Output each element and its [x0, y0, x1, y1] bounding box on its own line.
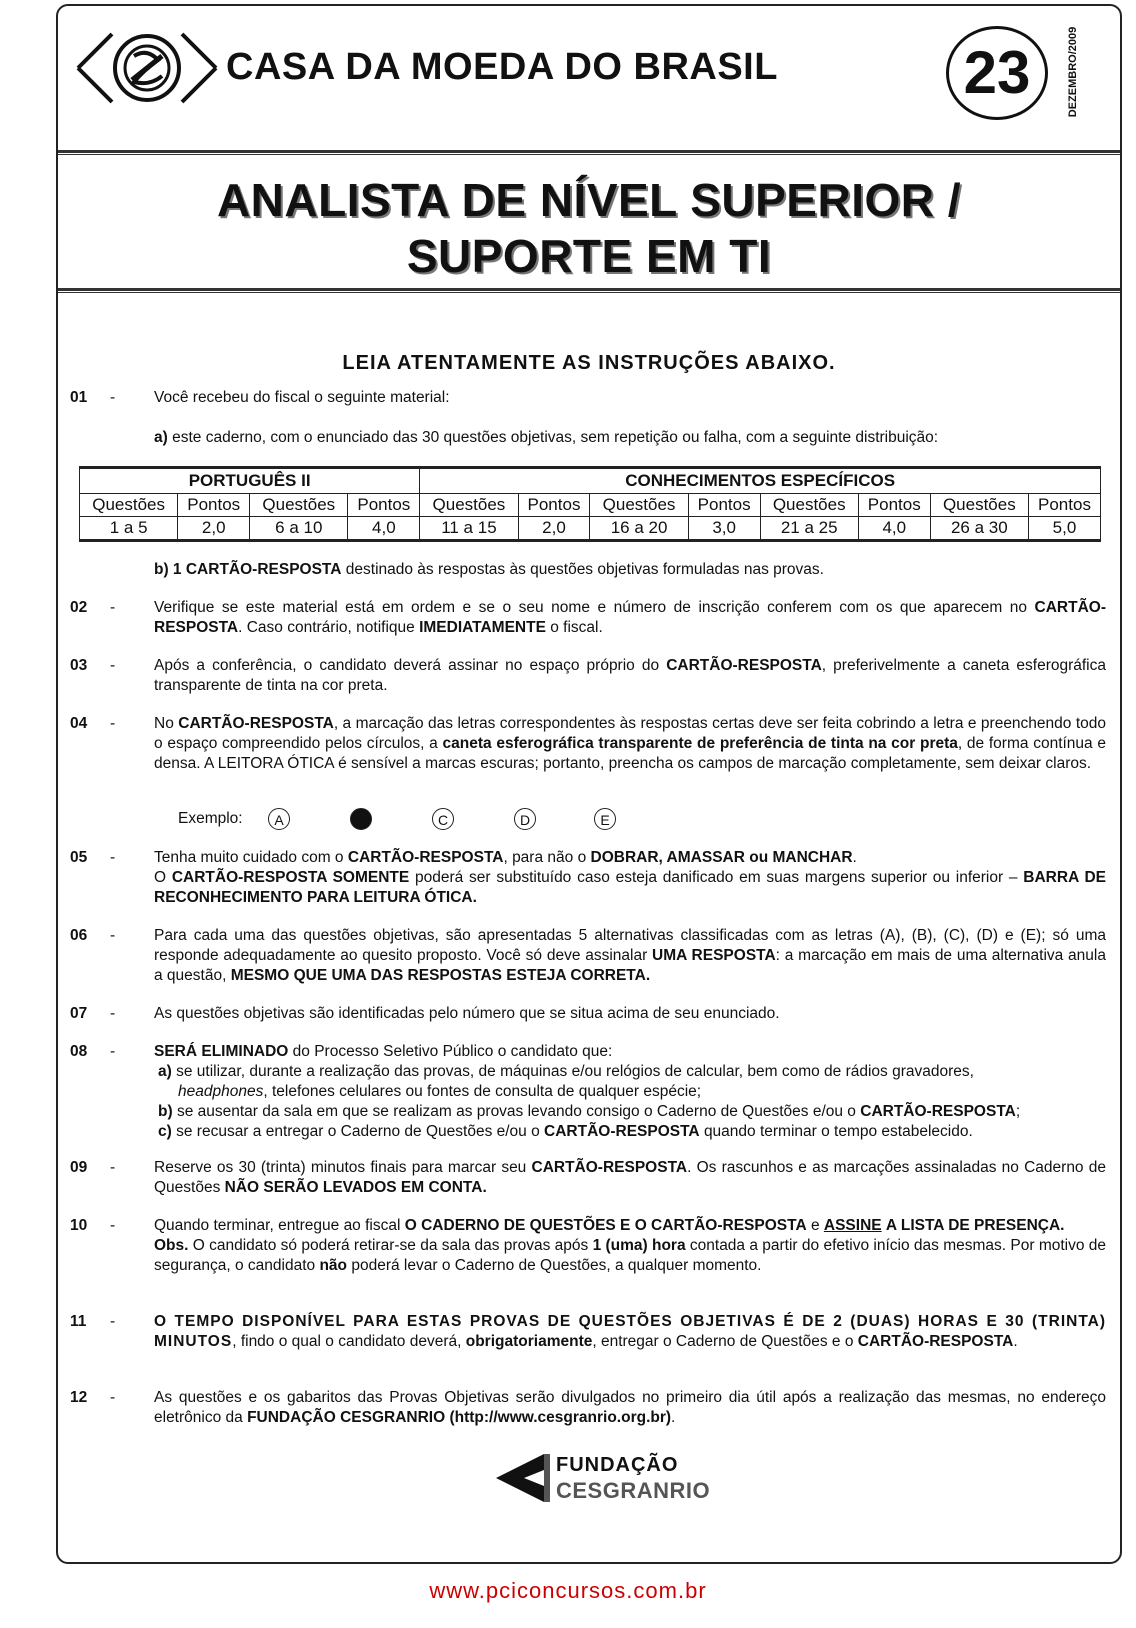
text-bold: caneta esferográfica transparente de preferência de tinta na cor preta	[442, 735, 958, 752]
col-header-questoes: Questões	[250, 494, 348, 517]
text-part: . Os rascunhos e as marcações assinaladas no Caderno de Questões	[154, 1159, 1106, 1196]
text-bold: FUNDAÇÃO CESGRANRIO (http://www.cesgranrio.org.br)	[247, 1409, 672, 1426]
item-text	[154, 1388, 1106, 1428]
col-header-pontos: Pontos	[688, 494, 760, 517]
item-dash: -	[110, 1005, 116, 1022]
institution-name: CASA DA MOEDA DO BRASIL	[226, 46, 778, 88]
sub-text: este caderno, com o enunciado das 30 questões objetivas, sem repetição ou falha, com a seguinte distribuição:	[172, 429, 939, 446]
item-sub-b	[154, 560, 1106, 580]
item-dash: -	[110, 1159, 116, 1176]
cell-pontos: 2,0	[178, 517, 250, 541]
instruction-12	[70, 1388, 1106, 1428]
text-part: , a marcação das letras correspondentes às respostas certas deve ser feita cobrindo a letra e preenchendo todo o espaço compreendido pelos círculos, a	[154, 715, 1106, 752]
text-part: O	[154, 869, 167, 886]
text-bold: O CADERNO DE QUESTÕES E O CARTÃO-RESPOSTA	[404, 1217, 807, 1234]
instruction-07	[70, 1004, 1106, 1024]
obs-label: Obs.	[154, 1237, 189, 1254]
sub-text: se recusar a entregar o Caderno de Questões e/ou o	[176, 1123, 540, 1140]
text-part: Tenha muito cuidado com o	[154, 849, 344, 866]
text-underline: ASSINE	[823, 1217, 882, 1234]
cell-pontos: 5,0	[1028, 517, 1100, 541]
text-bold: O TEMPO DISPONÍVEL PARA ESTAS PROVAS DE QUESTÕES OBJETIVAS É DE 2 (DUAS) HORAS E 30 (TRINTA) MINUTOS	[154, 1313, 1106, 1350]
item-dash: -	[110, 389, 116, 406]
text-bold: SERÁ ELIMINADO	[154, 1043, 289, 1060]
item-text	[154, 714, 1106, 774]
item-number: 09	[70, 1159, 88, 1176]
instruction-06	[70, 926, 1106, 986]
text-part: Após a conferência, o candidato deverá assinar no espaço próprio do	[154, 657, 660, 674]
item-number: 11	[70, 1313, 87, 1330]
sub-label: b) 1 CARTÃO-RESPOSTA	[154, 561, 342, 578]
item-dash: -	[110, 599, 116, 616]
item-number: 12	[70, 1389, 88, 1406]
casa-da-moeda-logo	[72, 20, 222, 116]
text-bold: CARTÃO-RESPOSTA	[857, 1333, 1014, 1350]
item-dash: -	[110, 849, 116, 866]
text-part: poderá ser substituído caso esteja danificado em suas margens superior ou inferior –	[415, 869, 1018, 886]
text-bold: 1 (uma) hora	[592, 1237, 686, 1254]
text-part: . Caso contrário, notifique	[238, 619, 415, 636]
cell-questoes: 6 a 10	[250, 517, 348, 541]
divider	[58, 288, 1120, 293]
instruction-03	[70, 656, 1106, 696]
cell-questoes: 16 a 20	[590, 517, 688, 541]
footer-url[interactable]: www.pciconcursos.com.br	[429, 1578, 707, 1603]
text-part: , preferivelmente a caneta esferográfica transparente de tinta na cor preta.	[154, 657, 1106, 694]
text-part: .	[852, 849, 857, 866]
instruction-08	[70, 1042, 1106, 1142]
item-text	[154, 1158, 1106, 1198]
instruction-05	[70, 848, 1106, 908]
text-part: contada a partir do efetivo início das mesmas. Por motivo de segurança, o candidato	[154, 1237, 1107, 1274]
item-text: Você recebeu do fiscal o seguinte material:	[154, 389, 450, 406]
text-part: No	[154, 715, 174, 732]
item-number: 01	[70, 389, 88, 406]
text-bold: BARRA DE RECONHECIMENTO PARA LEITURA ÓTICA.	[154, 869, 1106, 906]
item-number: 10	[70, 1217, 88, 1234]
divider	[58, 150, 1120, 155]
col-header-pontos: Pontos	[348, 494, 420, 517]
text-bold: obrigatoriamente	[465, 1333, 593, 1350]
cell-pontos: 3,0	[688, 517, 760, 541]
col-header-pontos: Pontos	[858, 494, 930, 517]
group-header-conhecimentos: CONHECIMENTOS ESPECÍFICOS	[420, 468, 1101, 494]
example-option-d: D	[514, 808, 536, 830]
col-header-pontos: Pontos	[178, 494, 250, 517]
title-line-2: SUPORTE EM TI	[406, 230, 772, 282]
cell-questoes: 21 a 25	[760, 517, 858, 541]
text-bold: CARTÃO-RESPOSTA	[154, 599, 1106, 636]
text-bold: NÃO SERÃO LEVADOS EM CONTA.	[224, 1179, 487, 1196]
text-part: e	[810, 1217, 820, 1234]
item-text: As questões objetivas são identificadas pelo número que se situa acima de seu enunciado.	[154, 1005, 780, 1022]
col-header-questoes: Questões	[760, 494, 858, 517]
item-number: 06	[70, 927, 88, 944]
item-dash: -	[110, 657, 116, 674]
text-part: .	[671, 1409, 676, 1426]
sub-text: se ausentar da sala em que se realizam as provas levando consigo o Caderno de Questões e/ou o	[176, 1103, 856, 1120]
item-number: 04	[70, 715, 88, 732]
text-part: , findo o qual o candidato deverá,	[232, 1333, 462, 1350]
text-bold: DOBRAR, AMASSAR ou MANCHAR	[590, 849, 853, 866]
item-sub-c	[158, 1122, 1106, 1142]
instruction-04	[70, 714, 1106, 774]
page-frame	[56, 4, 1122, 1564]
item-text	[154, 1312, 1106, 1352]
item-number: 02	[70, 599, 88, 616]
cell-pontos: 4,0	[348, 517, 420, 541]
text-bold: A LISTA DE PRESENÇA.	[885, 1217, 1065, 1234]
text-part: .	[1013, 1333, 1018, 1350]
instruction-09	[70, 1158, 1106, 1198]
text-part: , entregar o Caderno de Questões e o	[592, 1333, 854, 1350]
item-number: 08	[70, 1043, 88, 1060]
col-header-questoes: Questões	[930, 494, 1028, 517]
text-part: o fiscal.	[550, 619, 603, 636]
item-text	[154, 656, 1106, 696]
sub-text: quando terminar o tempo estabelecido.	[703, 1123, 973, 1140]
text-part: Reserve os 30 (trinta) minutos finais para marcar seu	[154, 1159, 527, 1176]
group-header-portugues: PORTUGUÊS II	[80, 468, 420, 494]
example-label: Exemplo:	[178, 810, 243, 827]
example-option-b-filled	[350, 808, 372, 830]
text-part: do Processo Seletivo Público o candidato que:	[292, 1043, 613, 1060]
text-part: Verifique se este material está em ordem e se o seu nome e número de inscrição conferem com os que aparecem no	[154, 599, 1027, 616]
instruction-01	[70, 388, 1106, 448]
sub-label: a)	[154, 429, 168, 446]
item-number: 07	[70, 1005, 88, 1022]
cesgranrio-arrow-icon	[494, 1450, 554, 1508]
item-number: 05	[70, 849, 88, 866]
instruction-10	[70, 1216, 1106, 1276]
item-text	[154, 926, 1106, 986]
cell-questoes: 26 a 30	[930, 517, 1028, 541]
logo-line-2: CESGRANRIO	[556, 1478, 711, 1503]
item-dash: -	[110, 1217, 116, 1234]
cell-pontos: 4,0	[858, 517, 930, 541]
text-part: poderá levar o Caderno de Questões, a qualquer momento.	[351, 1257, 762, 1274]
sub-label: b)	[158, 1103, 173, 1120]
text-bold: UMA RESPOSTA	[652, 947, 776, 964]
instructions-heading: LEIA ATENTAMENTE AS INSTRUÇÕES ABAIXO.	[342, 352, 836, 374]
item-text	[154, 1042, 1106, 1062]
sub-bold: CARTÃO-RESPOSTA	[860, 1103, 1016, 1120]
item-dash: -	[110, 927, 116, 944]
item-sub-b	[158, 1102, 1106, 1122]
text-bold: CARTÃO-RESPOSTA SOMENTE	[171, 869, 410, 886]
item-sub-a	[154, 428, 1106, 448]
header	[58, 6, 1120, 156]
exam-date	[1058, 12, 1088, 132]
text-bold: IMEDIATAMENTE	[419, 619, 546, 636]
item-sub-a	[158, 1062, 1106, 1102]
instruction-11	[70, 1312, 1106, 1352]
col-header-pontos: Pontos	[518, 494, 590, 517]
logo-line-1: FUNDAÇÃO	[556, 1454, 679, 1476]
sub-bold: CARTÃO-RESPOSTA	[544, 1123, 700, 1140]
text-part: O candidato só poderá retirar-se da sala das provas após	[192, 1237, 589, 1254]
text-bold: CARTÃO-RESPOSTA	[531, 1159, 688, 1176]
sub-text: , telefones celulares ou fontes de consulta de qualquer espécie;	[263, 1083, 702, 1100]
example-option-a: A	[268, 808, 290, 830]
item-dash: -	[110, 1043, 116, 1060]
cell-pontos: 2,0	[518, 517, 590, 541]
text-part: , para não o	[503, 849, 587, 866]
col-header-questoes: Questões	[420, 494, 518, 517]
sub-label: a)	[158, 1063, 172, 1080]
item-text	[154, 1216, 1106, 1236]
sub-text: destinado às respostas às questões objetivas formuladas nas provas.	[345, 561, 824, 578]
col-header-questoes: Questões	[590, 494, 688, 517]
sub-text: ;	[1015, 1103, 1021, 1120]
item-dash: -	[110, 1313, 116, 1330]
item-dash: -	[110, 1389, 116, 1406]
text-part: Quando terminar, entregue ao fiscal	[154, 1217, 401, 1234]
cell-questoes: 1 a 5	[80, 517, 178, 541]
text-part: : a marcação em mais de uma alternativa anula a questão,	[154, 947, 1106, 984]
text-part: Para cada uma das questões objetivas, são apresentadas 5 alternativas classificadas com as letras (A), (B), (C), (D) e (E); só uma responde adequadamente ao quesito proposto. Você só deve assinalar	[154, 927, 1106, 964]
distribution-table	[79, 466, 1101, 542]
sub-text: se utilizar, durante a realização das provas, de máquinas e/ou relógios de calcular, bem como de rádios gravadores,	[176, 1063, 974, 1080]
text-bold: CARTÃO-RESPOSTA	[178, 715, 334, 732]
sub-italic: headphones	[178, 1083, 264, 1100]
text-bold: MESMO QUE UMA DAS RESPOSTAS ESTEJA CORRETA.	[230, 967, 651, 984]
col-header-pontos: Pontos	[1028, 494, 1100, 517]
example-option-c: C	[432, 808, 454, 830]
text-bold: CARTÃO-RESPOSTA	[347, 849, 504, 866]
item-number: 03	[70, 657, 88, 674]
text-bold: CARTÃO-RESPOSTA	[666, 657, 822, 674]
col-header-questoes: Questões	[80, 494, 178, 517]
text-part: , de forma contínua e densa. A LEITORA ÓTICA é sensível a marcas escuras; portanto, preencha os campos de marcação completamente, sem deixar claros.	[154, 735, 1107, 772]
text-bold: não	[319, 1257, 348, 1274]
exam-date-text: DEZEMBRO/2009	[1067, 26, 1079, 118]
sub-label: c)	[158, 1123, 172, 1140]
item-obs	[154, 1236, 1106, 1276]
item-text	[154, 598, 1106, 638]
title-line-1: ANALISTA DE NÍVEL SUPERIOR /	[216, 174, 962, 226]
cell-questoes: 11 a 15	[420, 517, 518, 541]
instruction-02	[70, 598, 1106, 638]
exam-title	[58, 172, 1120, 284]
item-dash: -	[110, 715, 116, 732]
exam-number-badge: 23	[946, 26, 1048, 120]
instruction-01-b	[70, 560, 1106, 580]
text-part: As questões e os gabaritos das Provas Objetivas serão divulgados no primeiro dia útil após a realização das mesmas, no endereço eletrônico da	[154, 1389, 1106, 1426]
item-text	[154, 848, 1106, 908]
example-option-e: E	[594, 808, 616, 830]
cesgranrio-logo	[494, 1450, 711, 1508]
